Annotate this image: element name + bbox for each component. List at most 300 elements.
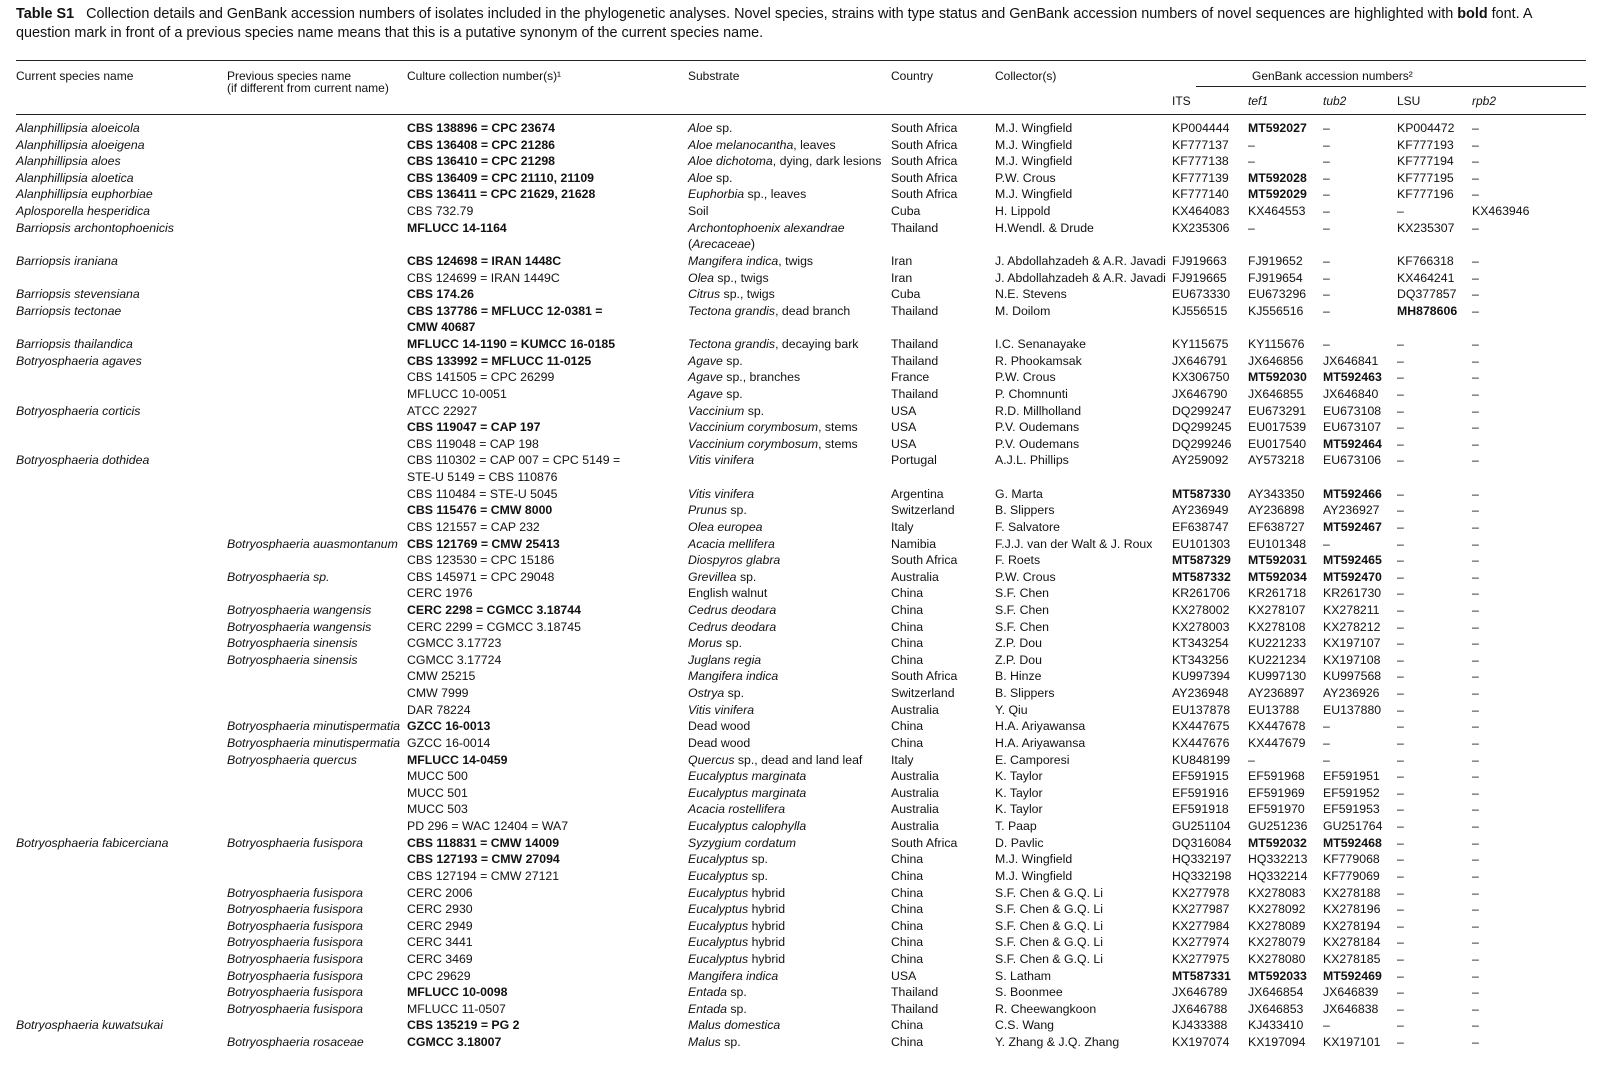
cell-tub2: –: [1323, 1018, 1330, 1033]
table-row: [0, 752, 1601, 769]
cell-cc: CBS 141505 = CPC 26299: [407, 370, 555, 385]
cell-its: KP004444: [1172, 121, 1230, 135]
cell-substrate: [688, 203, 709, 220]
substrate-sub: Aloe dichotoma: [688, 154, 773, 169]
cell-rpb2: –: [1472, 735, 1479, 750]
table-row: [0, 536, 1601, 553]
cell-tub2: KX278188: [1323, 885, 1381, 900]
cell-co: South Africa: [891, 187, 958, 202]
cell-substrate: [688, 735, 750, 752]
substrate-sub: Acacia mellifera: [688, 536, 775, 551]
cell-co: South Africa: [891, 154, 958, 169]
substrate-sub: Eucalyptus: [688, 902, 749, 917]
cell-its: KX277987: [1172, 902, 1230, 917]
substrate-subr: , stems: [818, 436, 858, 451]
cell-co: Australia: [891, 819, 939, 834]
substrate-sub: Morus: [688, 636, 723, 651]
cell-lsu: –: [1397, 985, 1404, 1000]
cell-rpb2: –: [1472, 952, 1479, 966]
table-row: [0, 1001, 1601, 1018]
cell-rpb2: –: [1472, 669, 1479, 684]
cell-co: China: [891, 602, 924, 617]
cell-co: Australia: [891, 769, 939, 784]
cell-tub2: KX278184: [1323, 935, 1381, 950]
cell-rpb2: –: [1472, 503, 1479, 518]
cell-tef1: EF638727: [1248, 519, 1305, 534]
cell-prev: Botryosphaeria auasmontanum: [227, 536, 398, 551]
cell-col: S. Boonmee: [995, 985, 1063, 1000]
table-row: [0, 353, 1601, 370]
table-row: [0, 835, 1601, 852]
cell-col: Z.P. Dou: [995, 636, 1042, 651]
table-row: [0, 585, 1601, 602]
cell-prev: Botryosphaeria quercus: [227, 752, 357, 767]
cell-co: China: [891, 719, 924, 734]
cell-tub2: KX197108: [1323, 652, 1381, 667]
cell-lsu: –: [1397, 769, 1404, 784]
cell-cc: CBS 137786 = MFLUCC 12-0381 =: [407, 303, 603, 318]
substrate-sub: Aloe: [688, 121, 713, 135]
cell-tef1: KX278092: [1248, 902, 1306, 917]
cell-substrate: [688, 536, 775, 553]
cell-co: USA: [891, 420, 917, 435]
cell-co: Cuba: [891, 204, 921, 219]
cell-tub2: –: [1323, 536, 1330, 551]
cell-col: E. Camporesi: [995, 752, 1070, 767]
cell-tef1: JX646856: [1248, 353, 1304, 368]
cell-lsu: –: [1397, 519, 1404, 534]
cell-co: Australia: [891, 569, 939, 584]
cell-tef1: KX197094: [1248, 1035, 1306, 1050]
table-row: [0, 602, 1601, 619]
cell-col: H.A. Ariyawansa: [995, 735, 1086, 750]
cell-rpb2: –: [1472, 852, 1479, 867]
table-row: [0, 386, 1601, 403]
substrate-sub: Aloe melanocantha: [688, 137, 794, 152]
cell-co: Thailand: [891, 337, 939, 352]
cell-tef1: EU017539: [1248, 420, 1307, 435]
cell-its: KT343254: [1172, 636, 1229, 651]
cell-substrate: [688, 170, 732, 187]
table-row: [0, 951, 1601, 968]
table-row: [0, 270, 1601, 287]
cell-substrate: [688, 419, 858, 436]
cell-its: GU251104: [1172, 819, 1231, 834]
cell-cc: CBS 135219 = PG 2: [407, 1018, 520, 1033]
cell-cc: CBS 136411 = CPC 21629, 21628: [407, 187, 596, 202]
cell-co: Australia: [891, 702, 939, 717]
substrate-subr: English walnut: [688, 586, 768, 601]
cell-tub2: KF779068: [1323, 852, 1380, 867]
cell-its: AY236949: [1172, 503, 1229, 518]
cell-lsu: –: [1397, 1018, 1404, 1033]
cell-substrate: [688, 336, 858, 353]
cell-substrate: [688, 851, 768, 868]
cell-cur: Alanphillipsia aloeicola: [16, 121, 140, 135]
cell-tub2: –: [1323, 204, 1330, 219]
substrate-subr: sp.: [726, 985, 747, 1000]
cell-prev: Botryosphaeria rosaceae: [227, 1035, 364, 1050]
substrate-sub: Vaccinium: [688, 403, 745, 418]
cell-tef1: KX464553: [1248, 204, 1306, 219]
cell-its: KR261706: [1172, 586, 1231, 601]
cell-col: S. Latham: [995, 968, 1052, 983]
header-culture-collection: Culture collection number(s)¹: [407, 69, 562, 83]
cell-its: KX278002: [1172, 602, 1230, 617]
cell-tub2: KU997568: [1323, 669, 1382, 684]
cell-rpb2: –: [1472, 902, 1479, 917]
cell-lsu: –: [1397, 1001, 1404, 1016]
cell-substrate: [688, 436, 858, 453]
substrate-sub: Mangifera indica: [688, 968, 779, 983]
cell-co: China: [891, 619, 924, 634]
table-row: [0, 702, 1601, 719]
cell-cc: MUCC 501: [407, 785, 468, 800]
cell-tef1: EU673291: [1248, 403, 1307, 418]
cell-cc: MUCC 503: [407, 802, 468, 817]
cell-tub2: –: [1323, 137, 1330, 152]
cell-co: Argentina: [891, 486, 944, 501]
cell-co: China: [891, 652, 924, 667]
cell-tef1: FJ919652: [1248, 253, 1303, 268]
substrate-subr: , stems: [818, 420, 858, 435]
cell-tub2: KX278212: [1323, 619, 1381, 634]
cell-its: KX464083: [1172, 204, 1230, 219]
cell-lsu: KX235307: [1397, 220, 1455, 235]
cell-tef1: EU673296: [1248, 287, 1307, 302]
cell-tef1: KX278083: [1248, 885, 1306, 900]
cell-tef1: KX278089: [1248, 918, 1306, 933]
cell-cur: Barriopsis tectonae: [16, 303, 122, 318]
cell-tub2: –: [1323, 303, 1330, 318]
substrate-sub: Vitis vinifera: [688, 453, 755, 468]
cell-col: S.F. Chen: [995, 619, 1049, 634]
substrate-subr: sp., twigs: [720, 287, 775, 302]
cell-co: China: [891, 885, 924, 900]
cell-col: S.F. Chen & G.Q. Li: [995, 885, 1103, 900]
cell-col: F. Salvatore: [995, 519, 1060, 534]
substrate-sub: Agave: [688, 370, 723, 385]
cell-col: S.F. Chen: [995, 602, 1049, 617]
cell-col: N.E. Stevens: [995, 287, 1067, 302]
cell-prev: Botryosphaeria fusispora: [227, 885, 364, 900]
cell-co: South Africa: [891, 170, 958, 185]
cell-col: P.W. Crous: [995, 170, 1056, 185]
cell-tef1: MT592031: [1248, 553, 1307, 568]
cell-tef1: KX447679: [1248, 735, 1306, 750]
cell-substrate: [688, 984, 747, 1001]
table-row: [0, 901, 1601, 918]
table-row: [0, 303, 1601, 320]
cell-cc: PD 296 = WAC 12404 = WA7: [407, 819, 569, 834]
table-row: [0, 1034, 1601, 1051]
cell-its: KX197074: [1172, 1035, 1230, 1050]
table-row: [0, 1017, 1601, 1034]
cell-rpb2: –: [1472, 918, 1479, 933]
cell-substrate: [688, 1001, 747, 1018]
cell-lsu: –: [1397, 370, 1404, 385]
substrate-sub: Diospyros glabra: [688, 553, 781, 568]
substrate-sub: Quercus: [688, 752, 735, 767]
cell-tef1: MT592030: [1248, 370, 1307, 385]
cell-tub2: MT592469: [1323, 968, 1382, 983]
cell-co: China: [891, 586, 924, 601]
cell-substrate: [688, 386, 743, 403]
cell-tub2: MT592467: [1323, 519, 1382, 534]
cell-tef1: MT592033: [1248, 968, 1307, 983]
cell-cc: CBS 119047 = CAP 197: [407, 420, 541, 435]
table-row: [0, 220, 1601, 237]
cell-tub2: –: [1323, 735, 1330, 750]
cell-co: Thailand: [891, 220, 939, 235]
table-row: [0, 170, 1601, 187]
cell-prev: Botryosphaeria fusispora: [227, 985, 364, 1000]
cell-rpb2: –: [1472, 569, 1479, 584]
cell-its: DQ299245: [1172, 420, 1232, 435]
substrate-sub: Agave: [688, 353, 723, 368]
cell-lsu: KX464241: [1397, 270, 1455, 285]
cell-substrate: [688, 668, 778, 685]
cell-cc: CBS 124699 = IRAN 1449C: [407, 270, 560, 285]
cell-tef1: AY573218: [1248, 453, 1305, 468]
cell-cc: MFLUCC 10-0098: [407, 985, 508, 1000]
caption-bold-word: bold: [1457, 6, 1488, 22]
cell-co: USA: [891, 436, 917, 451]
cell-lsu: –: [1397, 436, 1404, 451]
substrate-sub: Agave: [688, 386, 723, 401]
header-its: ITS: [1172, 94, 1191, 108]
cell-cc: CGMCC 3.17724: [407, 652, 502, 667]
cell-substrate: [688, 1017, 780, 1034]
header-bottom-rule: [16, 114, 1586, 115]
cell-cc: CERC 1976: [407, 586, 473, 601]
cell-substrate: [688, 934, 785, 951]
cell-tub2: KX197101: [1323, 1035, 1381, 1050]
substrate-sub: Archontophoenix alexandrae: [688, 220, 845, 235]
header-country: Country: [891, 69, 934, 83]
cell-cc: DAR 78224: [407, 702, 471, 717]
cell-rpb2: –: [1472, 935, 1479, 950]
cell-cc: CBS 138896 = CPC 23674: [407, 121, 556, 135]
cell-tef1: EU101348: [1248, 536, 1307, 551]
table-row: [0, 619, 1601, 636]
substrate-sub: Vaccinium corymbosum: [688, 436, 819, 451]
cell-co: China: [891, 868, 924, 883]
cell-cc: CBS 110484 = STE-U 5045: [407, 486, 558, 501]
cell-col: S.F. Chen & G.Q. Li: [995, 952, 1103, 966]
cell-substrate: [688, 602, 776, 619]
cell-prev: Botryosphaeria fusispora: [227, 918, 364, 933]
cell-tef1: KX278079: [1248, 935, 1306, 950]
cell-lsu: –: [1397, 702, 1404, 717]
substrate-sub: Eucalyptus: [688, 852, 749, 867]
table-row: [0, 785, 1601, 802]
cell-substrate: [688, 303, 850, 320]
cell-cc: MFLUCC 10-0051: [407, 386, 507, 401]
cell-rpb2: –: [1472, 121, 1479, 135]
substrate-sub: Vaccinium corymbosum: [688, 420, 819, 435]
cell-lsu: MH878606: [1397, 303, 1458, 318]
substrate-sub: Eucalyptus: [688, 952, 749, 966]
cell-tef1: KJ556516: [1248, 303, 1304, 318]
genbank-header-rule: [1196, 86, 1586, 87]
cell-its: KJ433388: [1172, 1018, 1228, 1033]
substrate-subr: sp., dead and land leaf: [734, 752, 863, 767]
cell-co: South Africa: [891, 553, 958, 568]
cell-substrate: [688, 153, 881, 170]
cell-col: P. Chomnunti: [995, 386, 1068, 401]
cell-its: AY259092: [1172, 453, 1229, 468]
table-row: [0, 984, 1601, 1001]
cell-tub2: –: [1323, 154, 1330, 169]
cell-cc: CBS 145971 = CPC 29048: [407, 569, 555, 584]
cell-substrate: [688, 186, 806, 203]
cell-tub2: JX646839: [1323, 985, 1379, 1000]
cell-col: M. Doilom: [995, 303, 1051, 318]
cell-col: Y. Qiu: [995, 702, 1028, 717]
cell-its: DQ299247: [1172, 403, 1232, 418]
cell-tef1: HQ332213: [1248, 852, 1308, 867]
cell-tub2: AY236926: [1323, 686, 1380, 701]
caption-text-end: font. A question mark in front of a previous species name means that this is a putative synonym of the current species name.: [16, 6, 1532, 41]
table-row: [0, 120, 1601, 137]
table-top-rule: [16, 60, 1586, 61]
cell-cc: CERC 2299 = CGMCC 3.18745: [407, 619, 581, 634]
cell-its: KX447675: [1172, 719, 1230, 734]
cell-cc: CGMCC 3.17723: [407, 636, 502, 651]
cell-tub2: AY236927: [1323, 503, 1380, 518]
substrate-subr: hybrid: [748, 952, 786, 966]
substrate-sub: Juglans regia: [688, 652, 762, 667]
cell-its: MT587330: [1172, 486, 1231, 501]
cell-tub2: –: [1323, 337, 1330, 352]
cell-tef1: EU017540: [1248, 436, 1307, 451]
cell-co: China: [891, 952, 924, 966]
cell-prev: Botryosphaeria fusispora: [227, 968, 364, 983]
cell-rpb2: –: [1472, 536, 1479, 551]
table-row: [0, 635, 1601, 652]
substrate-sub: Aloe: [688, 170, 713, 185]
cell-co: Switzerland: [891, 503, 955, 518]
cell-rpb2: KX463946: [1472, 204, 1530, 219]
cell-tub2: MT592466: [1323, 486, 1382, 501]
cell-tub2: EF591952: [1323, 785, 1380, 800]
substrate-subr: sp.: [722, 353, 743, 368]
cell-rpb2: –: [1472, 220, 1479, 235]
cell-its: FJ919665: [1172, 270, 1227, 285]
cell-substrate: [688, 403, 764, 420]
table-row: [0, 569, 1601, 586]
cell-rpb2: –: [1472, 586, 1479, 601]
cell-cur: Aplosporella hesperidica: [16, 204, 150, 219]
cell-tef1: KR261718: [1248, 586, 1307, 601]
cell-col: M.J. Wingfield: [995, 852, 1073, 867]
substrate-sub: Mangifera indica: [688, 669, 779, 684]
cell-prev: Botryosphaeria fusispora: [227, 935, 364, 950]
cell-cc: CERC 2930: [407, 902, 473, 917]
cell-rpb2: –: [1472, 602, 1479, 617]
cell-cc: MFLUCC 14-1190 = KUMCC 16-0185: [407, 337, 616, 352]
cell-lsu: DQ377857: [1397, 287, 1457, 302]
cell-substrate: [688, 951, 785, 968]
cell-rpb2: –: [1472, 652, 1479, 667]
cell-rpb2: –: [1472, 353, 1479, 368]
table-row: [0, 436, 1601, 453]
cell-substrate: [688, 752, 862, 769]
cell-its: KX235306: [1172, 220, 1230, 235]
table-row: [0, 502, 1601, 519]
cell-lsu: –: [1397, 553, 1404, 568]
cell-col: S.F. Chen & G.Q. Li: [995, 918, 1103, 933]
table-row: [0, 519, 1601, 536]
cell-col: T. Paap: [995, 819, 1037, 834]
cell-cc: CMW 25215: [407, 669, 476, 684]
cell-rpb2: –: [1472, 337, 1479, 352]
cell-col: C.S. Wang: [995, 1018, 1054, 1033]
cell-tub2: KX278185: [1323, 952, 1381, 966]
header-previous-species: Previous species name: [227, 69, 352, 83]
cell-tub2: –: [1323, 752, 1330, 767]
cell-co: Thailand: [891, 985, 939, 1000]
cell-cur: Barriopsis stevensiana: [16, 287, 140, 302]
table-row: [0, 319, 1601, 336]
cell-its: KJ556515: [1172, 303, 1228, 318]
cell-rpb2: –: [1472, 170, 1479, 185]
cell-co: Thailand: [891, 386, 939, 401]
cell-col: Y. Zhang & J.Q. Zhang: [995, 1035, 1120, 1050]
cell-rpb2: –: [1472, 819, 1479, 834]
cell-its: KU848199: [1172, 752, 1231, 767]
cell-cur: Alanphillipsia aloetica: [16, 170, 134, 185]
substrate-sub: Eucalyptus: [688, 868, 749, 883]
substrate-subr: Dead wood: [688, 719, 751, 734]
cell-prev: Botryosphaeria wangensis: [227, 619, 372, 634]
table-row: [0, 336, 1601, 353]
cell-lsu: –: [1397, 337, 1404, 352]
cell-its: FJ919663: [1172, 253, 1227, 268]
cell-tef1: –: [1248, 220, 1255, 235]
cell-its: MT587329: [1172, 553, 1231, 568]
cell-substrate: [688, 552, 780, 569]
cell-col: B. Slippers: [995, 503, 1055, 518]
cell-cc: MUCC 500: [407, 769, 468, 784]
table-row: [0, 286, 1601, 303]
substrate-sub: Entada: [688, 1001, 727, 1016]
cell-substrate: [688, 236, 755, 253]
cell-col: F. Roets: [995, 553, 1041, 568]
cell-substrate: [688, 137, 836, 154]
cell-co: South Africa: [891, 669, 958, 684]
substrate-sub: Euphorbia: [688, 187, 745, 202]
table-row: [0, 968, 1601, 985]
cell-col: S.F. Chen & G.Q. Li: [995, 935, 1103, 950]
cell-rpb2: –: [1472, 453, 1479, 468]
cell-co: South Africa: [891, 121, 958, 135]
cell-its: EU137878: [1172, 702, 1231, 717]
header-current-species: Current species name: [16, 69, 134, 83]
caption-label: Table S1: [16, 6, 75, 22]
table-row: [0, 552, 1601, 569]
substrate-sub: Prunus: [688, 503, 727, 518]
cell-col: M.J. Wingfield: [995, 154, 1073, 169]
cell-substrate: [688, 918, 785, 935]
cell-cur: Alanphillipsia euphorbiae: [16, 187, 153, 202]
substrate-sub: Vitis vinifera: [688, 702, 755, 717]
substrate-subr: Soil: [688, 204, 709, 219]
cell-co: Australia: [891, 785, 939, 800]
cell-lsu: –: [1397, 204, 1404, 219]
cell-co: South Africa: [891, 137, 958, 152]
